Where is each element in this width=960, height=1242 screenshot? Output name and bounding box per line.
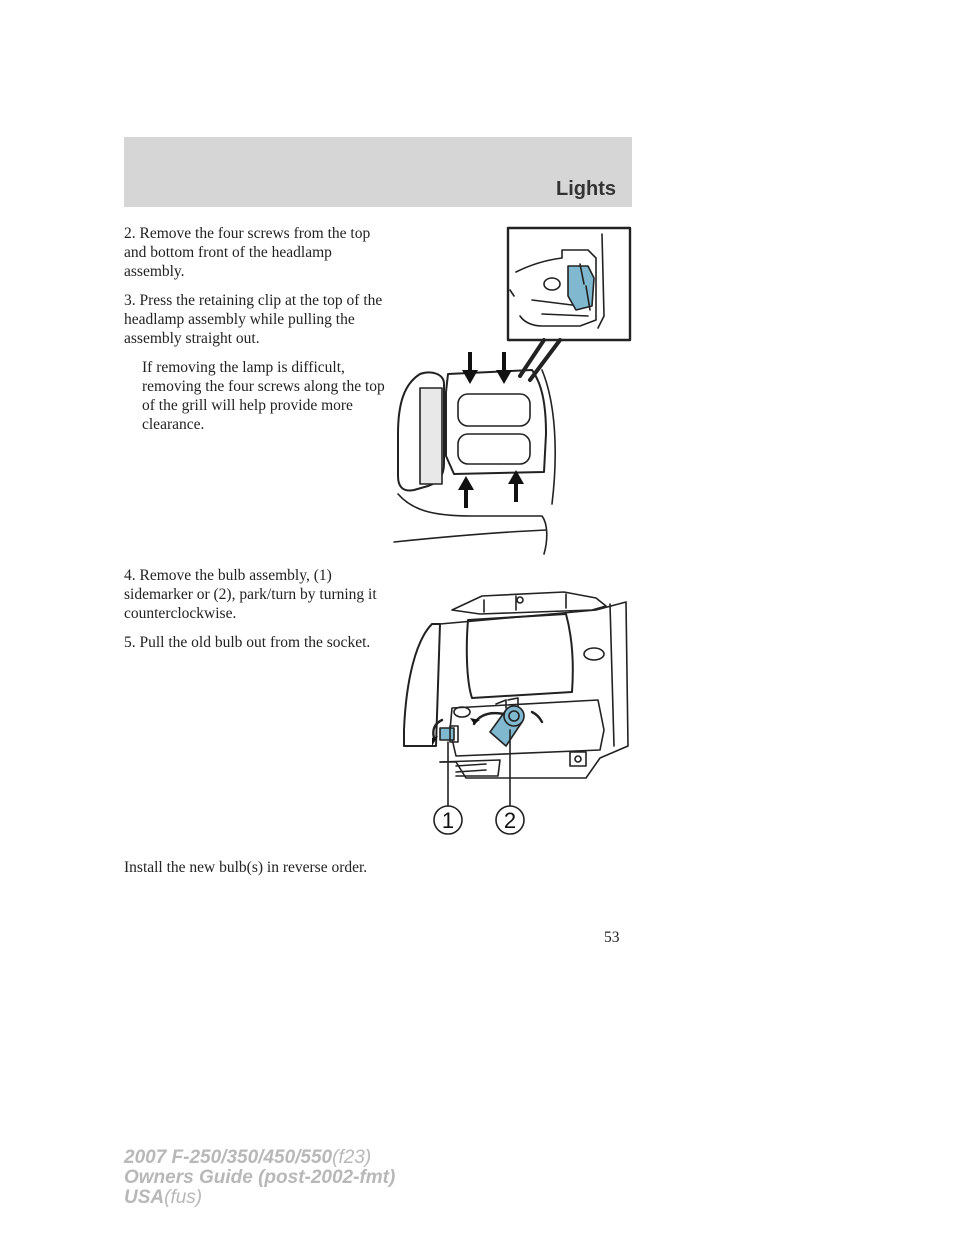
document-footer (124, 1148, 395, 1208)
callout-1: 1 (441, 808, 455, 833)
step-2: 2. Remove the four screws from the top and bottom front of the headlamp assembly. (124, 225, 371, 280)
footer-guide-line: Owners Guide (post-2002-fmt) (124, 1167, 396, 1188)
bulb-removal-figure (396, 580, 636, 842)
instructions-block-1 (124, 224, 392, 444)
footer-model-line (124, 1148, 395, 1168)
up-arrow-bottom-right (508, 470, 524, 502)
down-arrow-top-left (462, 352, 478, 384)
header-band (124, 137, 632, 207)
page-number: 53 (604, 929, 620, 946)
footer-region-line (124, 1188, 395, 1208)
footer-region-code: (fus) (164, 1187, 203, 1208)
screw-arrows (458, 352, 524, 508)
step-5: 5. Pull the old bulb out from the socket. (124, 634, 371, 651)
install-note: Install the new bulb(s) in reverse order. (124, 859, 368, 876)
section-title: Lights (556, 178, 616, 200)
down-arrow-top-right (496, 352, 512, 384)
footer-model: 2007 F-250/350/450/550 (124, 1147, 333, 1168)
footer-region: USA (124, 1187, 165, 1208)
step-3: 3. Press the retaining clip at the top of the headlamp assembly while pulling the assembly straight out. (124, 292, 383, 347)
instructions-block-2 (124, 566, 392, 662)
clearance-note: If removing the lamp is difficult, removing the four screws along the top of the grill will help provide more clearance. (142, 359, 385, 433)
footer-model-code: (f23) (332, 1147, 372, 1168)
step-4: 4. Remove the bulb assembly, (1) sidemarker or (2), park/turn by turning it counterclockwise. (124, 567, 377, 622)
closing-instruction (124, 858, 504, 887)
callout-2: 2 (503, 808, 517, 833)
up-arrow-bottom-left (458, 476, 474, 508)
grille-pattern (420, 388, 442, 484)
headlamp-removal-figure (392, 224, 636, 560)
